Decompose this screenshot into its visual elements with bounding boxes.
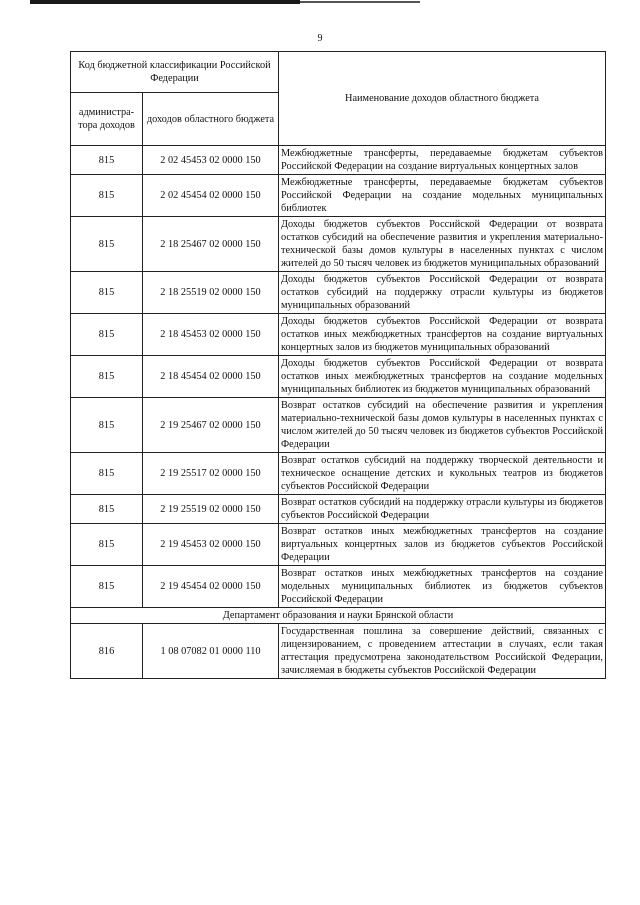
administrator-code-cell: 815	[71, 217, 143, 272]
income-code-cell: 2 19 45453 02 0000 150	[143, 524, 279, 566]
income-name-cell: Доходы бюджетов субъектов Российской Федерации от возврата остатков иных межбюджетных трансфертов на создание модельных муниципальных библиотек из бюджетов муниципальных образований	[279, 356, 606, 398]
income-code-cell: 2 02 45454 02 0000 150	[143, 175, 279, 217]
table-row	[71, 146, 606, 175]
income-code-cell: 2 18 45453 02 0000 150	[143, 314, 279, 356]
header-administrator: администра-тора доходов	[71, 93, 143, 146]
income-name-cell: Межбюджетные трансферты, передаваемые бюджетам субъектов Российской Федерации на создание модельных муниципальных библиотек	[279, 175, 606, 217]
table-row	[71, 566, 606, 608]
income-name-cell: Возврат остатков субсидий на обеспечение развития и укрепления материально-технической базы домов культуры в населенных пунктах с числом жителей до 50 тысяч человек из бюджетов субъектов Российской Федерации	[279, 398, 606, 453]
administrator-code-cell: 815	[71, 566, 143, 608]
income-name-cell: Доходы бюджетов субъектов Российской Федерации от возврата остатков субсидий на обеспечение развития и укрепления материально-технической базы домов культуры в населенных пунктах с числом жителей до 50 тысяч человек из бюджетов муниципальных образований	[279, 217, 606, 272]
budget-classification-table	[70, 51, 606, 679]
income-name-cell: Доходы бюджетов субъектов Российской Федерации от возврата остатков иных межбюджетных трансфертов на создание виртуальных концертных залов из бюджетов муниципальных образований	[279, 314, 606, 356]
administrator-code-cell: 816	[71, 624, 143, 679]
income-name-cell: Возврат остатков субсидий на поддержку творческой деятельности и техническое оснащение детских и кукольных театров из бюджетов субъектов Российской Федерации	[279, 453, 606, 495]
table-row	[71, 175, 606, 217]
table-row	[71, 272, 606, 314]
income-code-cell: 2 18 25519 02 0000 150	[143, 272, 279, 314]
table-row	[71, 495, 606, 524]
administrator-code-cell: 815	[71, 453, 143, 495]
income-name-cell: Возврат остатков иных межбюджетных трансфертов на создание модельных муниципальных библиотек из бюджетов субъектов Российской Федерации	[279, 566, 606, 608]
header-classification-code: Код бюджетной классификации Российской Федерации	[71, 52, 279, 93]
scan-artifact	[300, 1, 420, 3]
income-name-cell: Государственная пошлина за совершение действий, связанных с лицензированием, с проведением аттестации в случаях, если такая аттестация предусмотрена законодательством Российской Федерации, зачисляемая в бюджеты субъектов Российской Федерации	[279, 624, 606, 679]
table-row	[71, 356, 606, 398]
table-header-row	[71, 52, 606, 93]
table-row	[71, 624, 606, 679]
administrator-code-cell: 815	[71, 272, 143, 314]
income-code-cell: 2 19 45454 02 0000 150	[143, 566, 279, 608]
income-code-cell: 2 19 25467 02 0000 150	[143, 398, 279, 453]
income-code-cell: 2 18 25467 02 0000 150	[143, 217, 279, 272]
header-regional-income: доходов областного бюджета	[143, 93, 279, 146]
table-row	[71, 524, 606, 566]
table-row	[71, 314, 606, 356]
table-body	[71, 146, 606, 679]
administrator-code-cell: 815	[71, 146, 143, 175]
income-name-cell: Возврат остатков субсидий на поддержку отрасли культуры из бюджетов субъектов Российской Федерации	[279, 495, 606, 524]
administrator-code-cell: 815	[71, 356, 143, 398]
department-row	[71, 608, 606, 624]
income-name-cell: Межбюджетные трансферты, передаваемые бюджетам субъектов Российской Федерации на создание виртуальных концертных залов	[279, 146, 606, 175]
administrator-code-cell: 815	[71, 495, 143, 524]
income-name-cell: Доходы бюджетов субъектов Российской Федерации от возврата остатков субсидий на поддержку отрасли культуры из бюджетов муниципальных образований	[279, 272, 606, 314]
scan-artifact	[30, 0, 300, 4]
income-code-cell: 1 08 07082 01 0000 110	[143, 624, 279, 679]
table-row	[71, 217, 606, 272]
income-code-cell: 2 02 45453 02 0000 150	[143, 146, 279, 175]
header-income-name: Наименование доходов областного бюджета	[279, 52, 606, 146]
department-heading: Департамент образования и науки Брянской области	[71, 608, 606, 624]
table-row	[71, 453, 606, 495]
administrator-code-cell: 815	[71, 314, 143, 356]
administrator-code-cell: 815	[71, 175, 143, 217]
income-code-cell: 2 19 25519 02 0000 150	[143, 495, 279, 524]
table-row	[71, 398, 606, 453]
income-code-cell: 2 18 45454 02 0000 150	[143, 356, 279, 398]
administrator-code-cell: 815	[71, 524, 143, 566]
income-name-cell: Возврат остатков иных межбюджетных трансфертов на создание виртуальных концертных залов из бюджетов субъектов Российской Федерации	[279, 524, 606, 566]
administrator-code-cell: 815	[71, 398, 143, 453]
income-code-cell: 2 19 25517 02 0000 150	[143, 453, 279, 495]
page-number: 9	[317, 33, 323, 44]
